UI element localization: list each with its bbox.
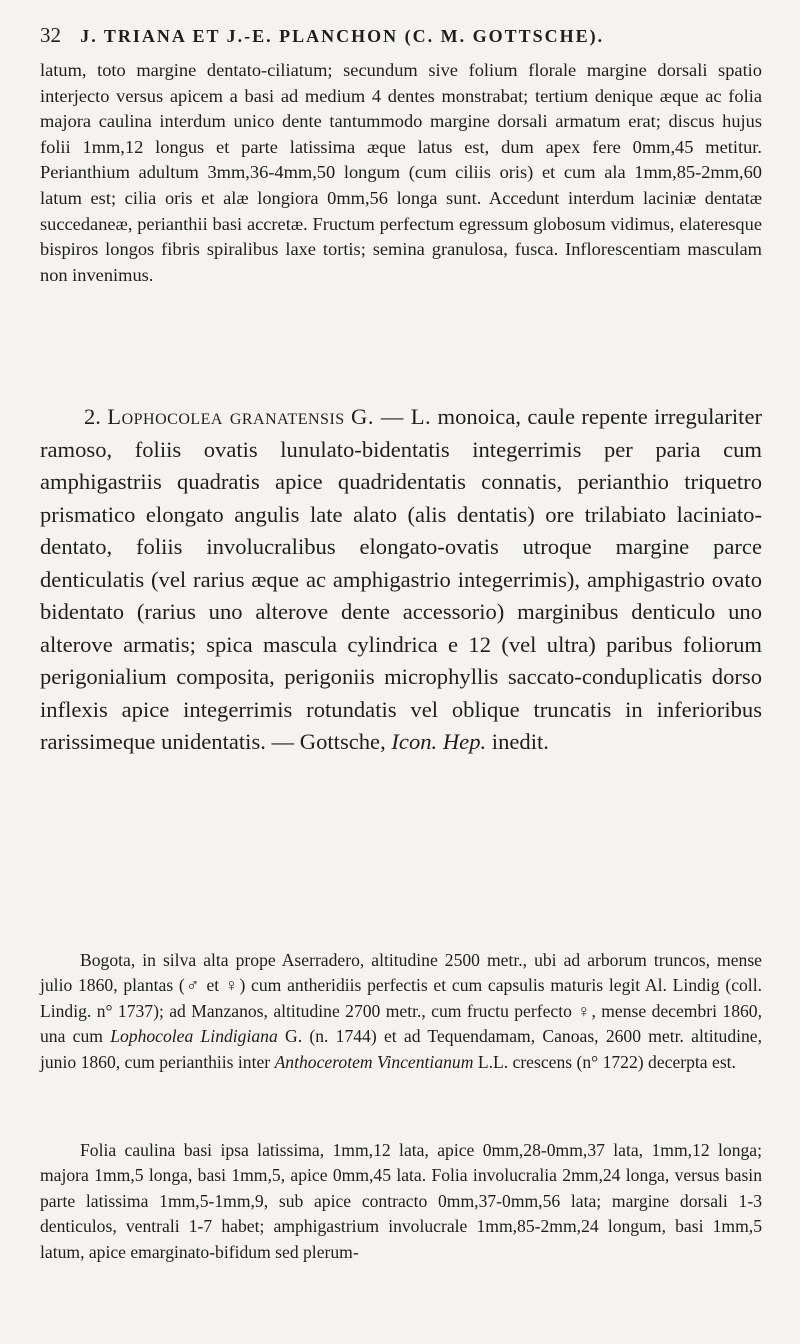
page-header	[40, 22, 760, 49]
species-diagnosis	[40, 401, 762, 759]
locality-italic-b: Anthocerotem Vincentianum	[274, 1051, 474, 1072]
species-name: Lophocolea granatensis	[107, 404, 345, 429]
species-authors: G. — L.	[351, 404, 432, 429]
species-number: 2.	[84, 404, 101, 429]
citation-tail: inedit.	[491, 729, 549, 754]
paragraph-continuation: latum, toto margine dentato-ciliatum; secundum sive folium florale margine dorsali spatio interjecto versus apicem a basi ad medium 4 dentes monstrabat; tertium denique æque ac folia majora caulina interdum unico dente tantummodo margine dorsali armatum erat; discus hujus folii 1mm,12 longus et parte latissima æque latus est, dum apex fere 0mm,45 metitur. Perianthium adultum 3mm,36-4mm,50 longum (cum ciliis oris) et cum ala 1mm,85-2mm,60 latum est; cilia oris et alæ longiora 0mm,56 longa sunt. Accedunt interdum laciniæ dentatæ succedaneæ, perianthii basi accretæ. Fructum perfectum egressum globosum vidimus, elateresque bispiros longos fibris spiralibus laxe tortis; semina granulosa, fusca. Inflorescentiam masculam non invenimus.	[40, 60, 762, 285]
citation: Icon. Hep.	[391, 729, 487, 754]
diagnosis-text: monoica, caule repente irregulariter ramoso, foliis ovatis lunulato-bidentatis integerrimis per paria cum amphigastriis quadratis apice quadridentatis connatis, perianthio triquetro prismatico elongato angulis late alato (alis dentatis) ore trilabiato laciniato-dentato, foliis involucralibus elongato-ovatis utroque margine parce denticulatis (vel rarius æque ac amphigastrio integerrimis), amphigastrio ovato bidentato (rarius uno alterove dente accessorio) marginibus denticulo uno alterove armatis; spica mascula cylindrica e 12 (vel ultra) paribus foliorum perigonialium composita, perigoniis microphyllis saccato-conduplicatis dorso inflexis apice integerrimis rotundatis vel oblique truncatis in inferioribus rarissimeque unidentatis. — Gottsche,	[40, 404, 763, 754]
locality-text-b: G. (n. 1744) et ad Tequendamam, Canoas, 2600 metr. altitudine, junio 1860, cum perianthiis inter	[40, 1026, 763, 1072]
locality-text-a: Bogota, in silva alta prope Aserradero, altitudine 2500 metr., ubi ad arborum truncos, mense julio 1860, plantas (♂ et ♀) cum antheridiis perfectis et cum capsulis maturis legit Al. Lindig (coll. Lindig. n° 1737); ad Manzanos, altitudine 2700 metr., cum fructu perfecto ♀, mense decembri 1860, una cum	[40, 950, 762, 1047]
locality-italic-a: Lophocolea Lindigiana	[110, 1026, 278, 1047]
page-number: 32	[40, 23, 61, 47]
locality-paragraph	[40, 948, 762, 1075]
running-title: J. TRIANA ET J.-E. PLANCHON (C. M. GOTTSCHE).	[80, 26, 605, 46]
locality-text-c: L.L. crescens (n° 1722) decerpta est.	[477, 1051, 736, 1072]
description-paragraph: Folia caulina basi ipsa latissima, 1mm,12 lata, apice 0mm,28-0mm,37 lata, 1mm,12 longa; majora 1mm,5 longa, basi 1mm,5, apice 0mm,45 lata. Folia involucralia 2mm,24 longa, versus basin parte latissima 1mm,5-1mm,9, sub apice contracto 0mm,37-0mm,56 lata; margine dorsali 1-3 denticulos, ventrali 1-7 habet; amphigastrium involucrale 1mm,85-2mm,24 longum, basi 1mm,5 latum, apice emarginato-bifidum sed plerum-	[40, 1140, 762, 1262]
